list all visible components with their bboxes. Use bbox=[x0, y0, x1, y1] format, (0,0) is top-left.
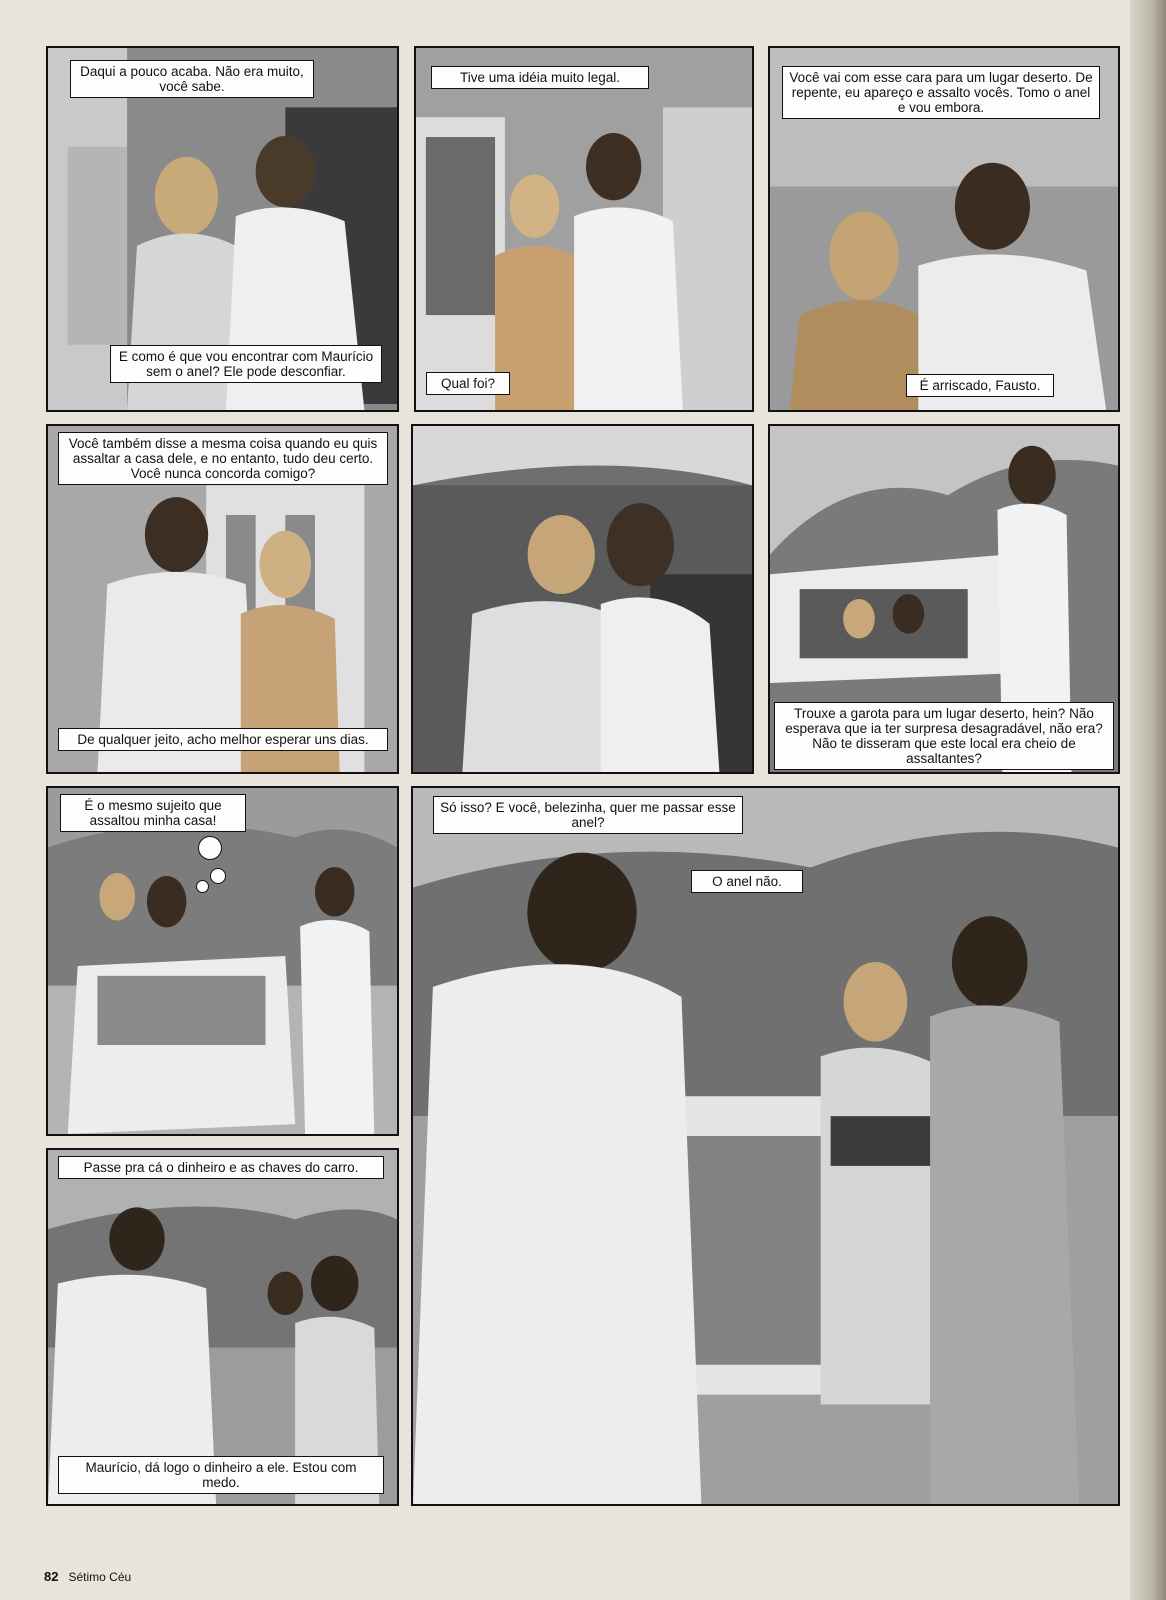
panel-2 bbox=[414, 46, 754, 412]
speech-bubble-bottom: Qual foi? bbox=[426, 372, 510, 395]
panel-7 bbox=[46, 786, 399, 1136]
thought-bubble-small bbox=[196, 880, 209, 893]
speech-bubble-bottom: E como é que vou encontrar com Maurício sem o anel? Ele pode desconfiar. bbox=[110, 345, 382, 383]
speech-bubble-bottom: É arriscado, Fausto. bbox=[906, 374, 1054, 397]
magazine-title: Sétimo Céu bbox=[68, 1570, 132, 1584]
panel-6 bbox=[768, 424, 1120, 774]
panel-4 bbox=[46, 424, 399, 774]
speech-bubble-top: Só isso? E você, belezinha, quer me passar esse anel? bbox=[433, 796, 743, 834]
panel-5-photo bbox=[413, 426, 752, 772]
speech-bubble-bottom: De qualquer jeito, acho melhor esperar uns dias. bbox=[58, 728, 388, 751]
speech-bubble-top: Passe pra cá o dinheiro e as chaves do carro. bbox=[58, 1156, 384, 1179]
thought-bubble-medium bbox=[210, 868, 226, 884]
panel-9-photo bbox=[48, 1150, 397, 1504]
speech-bubble-top: Daqui a pouco acaba. Não era muito, você sabe. bbox=[70, 60, 314, 98]
page-edge bbox=[1130, 0, 1166, 1600]
panel-1 bbox=[46, 46, 399, 412]
page-footer bbox=[44, 1569, 131, 1584]
speech-bubble-top: Você também disse a mesma coisa quando eu quis assaltar a casa dele, e no entanto, tudo deu certo. Você nunca concorda comigo? bbox=[58, 432, 388, 485]
speech-bubble-top: Você vai com esse cara para um lugar deserto. De repente, eu apareço e assalto vocês. Tomo o anel e vou embora. bbox=[782, 66, 1100, 119]
panel-8-photo bbox=[413, 788, 1118, 1504]
speech-bubble-bottom: Maurício, dá logo o dinheiro a ele. Estou com medo. bbox=[58, 1456, 384, 1494]
panel-2-photo bbox=[416, 48, 752, 410]
panel-7-photo bbox=[48, 788, 397, 1134]
page-number: 82 bbox=[44, 1569, 59, 1584]
panel-3 bbox=[768, 46, 1120, 412]
speech-bubble-top: É o mesmo sujeito que assaltou minha casa! bbox=[60, 794, 246, 832]
panel-9 bbox=[46, 1148, 399, 1506]
speech-bubble-middle: O anel não. bbox=[691, 870, 803, 893]
speech-bubble-bottom: Trouxe a garota para um lugar deserto, hein? Não esperava que ia ter surpresa desagradável, não era? Não te disseram que este local era cheio de assaltantes? bbox=[774, 702, 1114, 770]
thought-bubble-large bbox=[198, 836, 222, 860]
panel-5 bbox=[411, 424, 754, 774]
panel-8 bbox=[411, 786, 1120, 1506]
speech-bubble-top: Tive uma idéia muito legal. bbox=[431, 66, 649, 89]
